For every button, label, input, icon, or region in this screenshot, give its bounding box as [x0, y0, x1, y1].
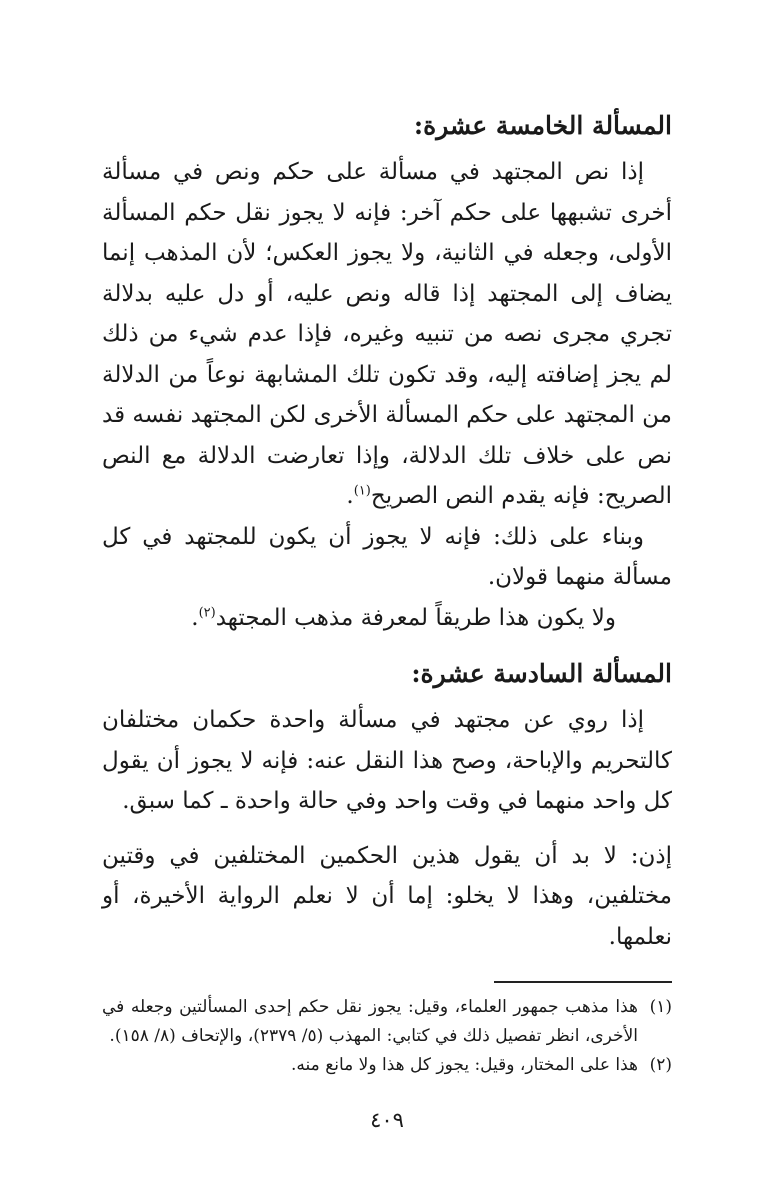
- paragraph-text: إذا نص المجتهد في مسألة على حكم ونص في مسألة أخرى تشبهها على حكم آخر: فإنه لا يجوز نقل حكم المسألة الأولى، وجعله في الثانية، ولا يجوز العكس؛ لأن المذهب إنما يضاف إلى المجتهد إذا قاله ونص عليه، أو دل عليه بدلالة تجري مجرى نصه من تنبيه وغيره، فإذا عدم شيء من ذلك لم يجز إضافته إليه، وقد تكون تلك المشابهة نوعاً من الدلالة من المجتهد على حكم المسألة الأخرى لكن المجتهد نفسه قد نص على خلاف تلك الدلالة، وإذا تعارضت الدلالة مع النص الصريح: فإنه يقدم النص الصريح: [102, 159, 672, 509]
- paragraph-text: وبناء على ذلك: فإنه لا يجوز أن يكون للمجتهد في كل مسألة منهما قولان.: [102, 523, 672, 590]
- body-paragraph: [102, 598, 672, 639]
- footnote-number: (٢): [649, 1055, 672, 1075]
- paragraph-text: إذن: لا بد أن يقول هذين الحكمين المختلفين في وقتين مختلفين، وهذا لا يخلو: إما أن لا نعلم الرواية الأخيرة، أو نعلمها.: [102, 842, 672, 950]
- paragraph-suffix: .: [191, 604, 199, 631]
- paragraph-text: ولا يكون هذا طريقاً لمعرفة مذهب المجتهد: [215, 604, 616, 631]
- footnote-separator: [494, 981, 672, 983]
- section-heading: المسألة السادسة عشرة:: [411, 659, 672, 688]
- book-page: [102, 104, 672, 1132]
- paragraph-suffix: .: [346, 483, 354, 509]
- footnote-marker: (٢): [198, 604, 216, 620]
- footnote-marker: (١): [353, 483, 371, 499]
- body-paragraph: [102, 517, 672, 598]
- body-paragraph: [102, 700, 672, 822]
- footnote-number: (١): [649, 997, 672, 1017]
- footnote: [102, 1051, 672, 1080]
- body-paragraph: [102, 152, 672, 517]
- footnote-text: هذا على المختار، وقيل: يجوز كل هذا ولا مانع منه.: [291, 1055, 638, 1075]
- footnote-text: هذا مذهب جمهور العلماء، وقيل: يجوز نقل حكم إحدى المسألتين وجعله في الأخرى، انظر تفصيل ذلك في كتابي: المهذب (٥/ ٢٣٧٩)، والإتحاف (٨/ ١٥٨).: [102, 997, 638, 1046]
- footnote: [102, 993, 672, 1051]
- paragraph-text: إذا روي عن مجتهد في مسألة واحدة حكمان مختلفان كالتحريم والإباحة، وصح هذا النقل عنه: فإنه لا يجوز أن يقول كل واحد منهما في وقت واحد وفي حالة واحدة ـ كما سبق.: [102, 707, 672, 814]
- page-number: ٤٠٩: [370, 1108, 404, 1132]
- body-paragraph: [102, 836, 672, 958]
- section-heading: المسألة الخامسة عشرة:: [413, 111, 672, 140]
